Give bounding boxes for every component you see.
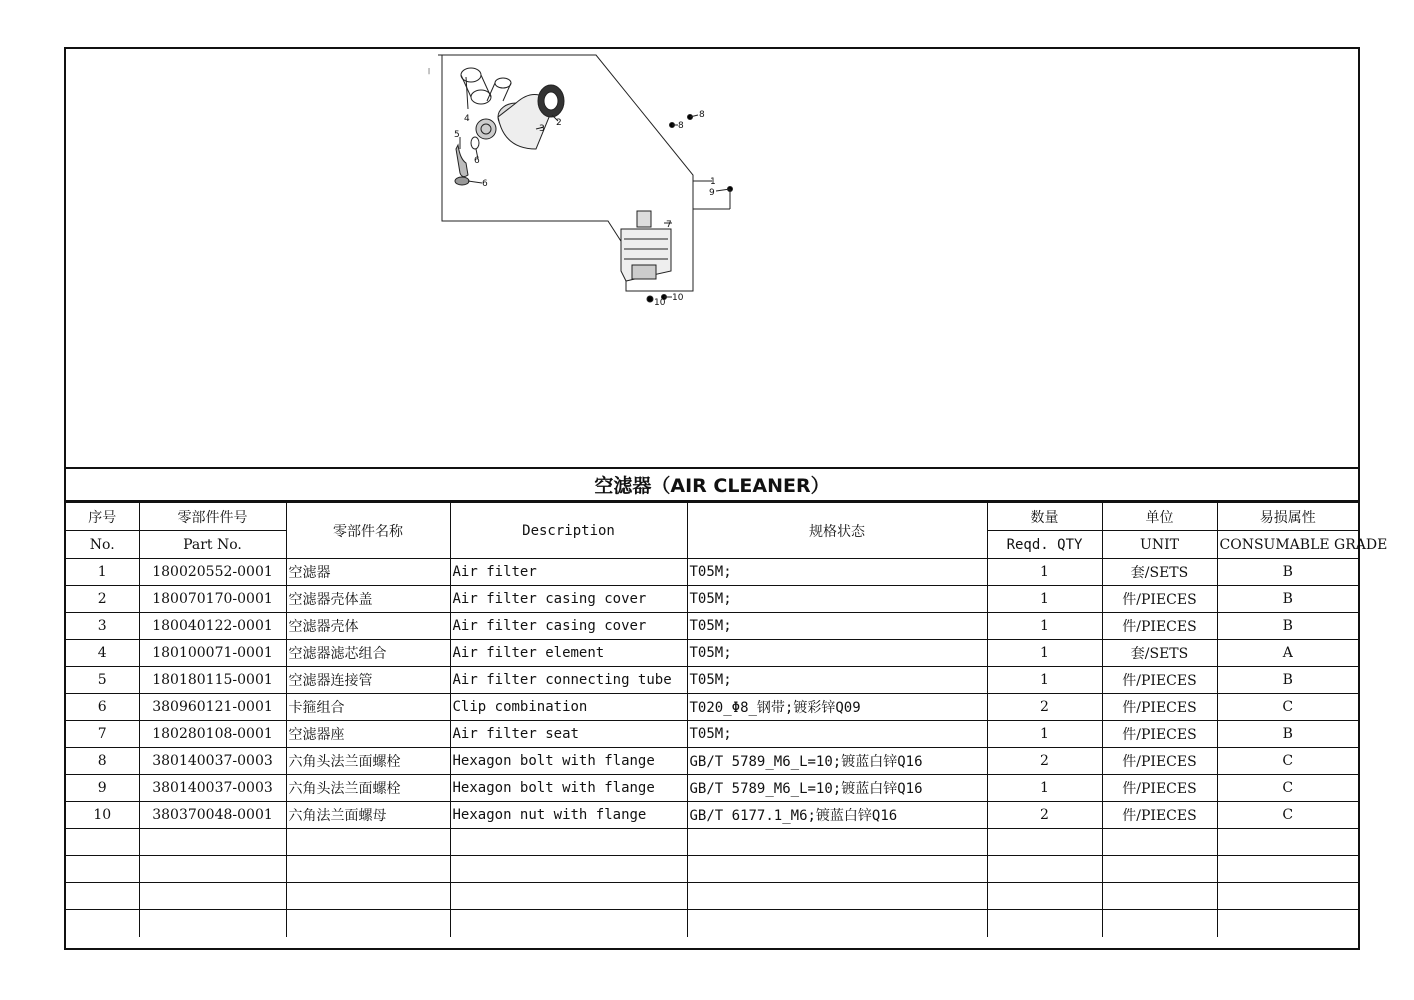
empty-cell (286, 910, 450, 937)
empty-row (66, 829, 1358, 856)
cell-unit: 件/PIECES (1102, 694, 1217, 721)
cell-qty: 2 (987, 694, 1102, 721)
cell-unit: 件/PIECES (1102, 721, 1217, 748)
cell-unit: 套/SETS (1102, 640, 1217, 667)
empty-cell (987, 883, 1102, 910)
cell-unit: 件/PIECES (1102, 613, 1217, 640)
callout-7: 7 (666, 220, 672, 230)
callout-5: 5 (454, 130, 460, 140)
cell-spec: T05M; (687, 613, 987, 640)
filter-element-shape (461, 68, 511, 104)
cell-qty: 1 (987, 721, 1102, 748)
cell-qty: 1 (987, 640, 1102, 667)
cover-shape (538, 85, 564, 117)
empty-cell (987, 910, 1102, 937)
cell-grade: B (1217, 667, 1358, 694)
callout-10b: 10 (654, 298, 666, 308)
parts-body (66, 559, 1358, 937)
header-unit-cn: 单位 (1102, 503, 1217, 531)
cell-qty: 1 (987, 775, 1102, 802)
drawing-frame (64, 47, 1388, 950)
cell-part-no: 180020552-0001 (139, 559, 286, 586)
empty-row (66, 910, 1358, 937)
callout-9: 9 (709, 188, 715, 198)
cell-name-cn: 空滤器 (286, 559, 450, 586)
cell-no: 2 (66, 586, 139, 613)
cell-unit: 件/PIECES (1102, 802, 1217, 829)
cell-description: Air filter seat (450, 721, 687, 748)
callout-3: 3 (539, 124, 545, 134)
empty-row (66, 856, 1358, 883)
empty-cell (286, 883, 450, 910)
empty-cell (450, 856, 687, 883)
empty-cell (286, 829, 450, 856)
cell-grade: C (1217, 802, 1358, 829)
header-unit-en: UNIT (1102, 531, 1217, 559)
header-qty-en: Reqd. QTY (987, 531, 1102, 559)
cell-spec: GB/T 5789_M6_L=10;镀蓝白锌Q16 (687, 748, 987, 775)
cell-grade: C (1217, 748, 1358, 775)
callout-10a: 10 (672, 293, 684, 303)
header-no-en: No. (66, 531, 139, 559)
empty-cell (450, 910, 687, 937)
callout-tick: | (428, 68, 431, 75)
empty-cell (66, 829, 139, 856)
cell-qty: 1 (987, 586, 1102, 613)
cell-name-cn: 空滤器连接管 (286, 667, 450, 694)
cell-grade: C (1217, 775, 1358, 802)
table-row (66, 667, 1358, 694)
cell-part-no: 180100071-0001 (139, 640, 286, 667)
callout-8a: 8 (678, 121, 684, 131)
cell-description: Air filter element (450, 640, 687, 667)
cell-no: 6 (66, 694, 139, 721)
exploded-diagram (66, 49, 1358, 467)
cell-name-cn: 六角头法兰面螺栓 (286, 775, 450, 802)
table-row (66, 640, 1358, 667)
empty-cell (1102, 910, 1217, 937)
empty-cell (687, 910, 987, 937)
header-description: Description (450, 503, 687, 559)
cell-no: 9 (66, 775, 139, 802)
callout-4: 4 (464, 114, 470, 124)
cell-no: 5 (66, 667, 139, 694)
cell-grade: B (1217, 721, 1358, 748)
header-grade-en: CONSUMABLE GRADE (1217, 531, 1358, 559)
cell-description: Hexagon bolt with flange (450, 748, 687, 775)
cell-unit: 套/SETS (1102, 559, 1217, 586)
table-row (66, 586, 1358, 613)
cell-description: Hexagon nut with flange (450, 802, 687, 829)
callout-8b: 8 (699, 110, 705, 120)
empty-cell (1217, 856, 1358, 883)
callout-6b: 6 (482, 179, 488, 189)
empty-cell (1102, 829, 1217, 856)
cell-spec: T05M; (687, 667, 987, 694)
cell-grade: B (1217, 613, 1358, 640)
empty-cell (987, 856, 1102, 883)
empty-cell (139, 856, 286, 883)
cell-spec: T05M; (687, 640, 987, 667)
empty-cell (450, 829, 687, 856)
header-qty-cn: 数量 (987, 503, 1102, 531)
cell-grade: C (1217, 694, 1358, 721)
cell-description: Air filter connecting tube (450, 667, 687, 694)
empty-cell (139, 910, 286, 937)
cell-grade: A (1217, 640, 1358, 667)
cell-name-cn: 卡箍组合 (286, 694, 450, 721)
callout-2: 2 (556, 118, 562, 128)
cell-part-no: 180280108-0001 (139, 721, 286, 748)
cell-unit: 件/PIECES (1102, 775, 1217, 802)
parts-table (66, 502, 1388, 937)
table-row (66, 613, 1358, 640)
empty-cell (450, 883, 687, 910)
table-row (66, 748, 1358, 775)
cell-part-no: 180040122-0001 (139, 613, 286, 640)
header-spec: 规格状态 (687, 503, 987, 559)
cell-description: Air filter casing cover (450, 613, 687, 640)
air-cleaner-exploded-view (66, 49, 1358, 467)
cell-name-cn: 空滤器壳体 (286, 613, 450, 640)
cell-grade: B (1217, 586, 1358, 613)
empty-cell (1102, 856, 1217, 883)
cell-unit: 件/PIECES (1102, 667, 1217, 694)
cell-name-cn: 空滤器座 (286, 721, 450, 748)
empty-cell (66, 856, 139, 883)
cell-qty: 1 (987, 559, 1102, 586)
cell-description: Air filter casing cover (450, 586, 687, 613)
cell-description: Hexagon bolt with flange (450, 775, 687, 802)
cell-description: Clip combination (450, 694, 687, 721)
empty-cell (687, 883, 987, 910)
cell-part-no: 380960121-0001 (139, 694, 286, 721)
empty-cell (66, 910, 139, 937)
empty-cell (1217, 829, 1358, 856)
cell-qty: 2 (987, 802, 1102, 829)
empty-cell (987, 829, 1102, 856)
empty-cell (139, 829, 286, 856)
cell-description: Air filter (450, 559, 687, 586)
cell-part-no: 380370048-0001 (139, 802, 286, 829)
cell-spec: GB/T 6177.1_M6;镀蓝白锌Q16 (687, 802, 987, 829)
header-part-no-en: Part No. (139, 531, 286, 559)
cell-name-cn: 空滤器滤芯组合 (286, 640, 450, 667)
cell-no: 1 (66, 559, 139, 586)
cell-part-no: 180070170-0001 (139, 586, 286, 613)
table-row (66, 802, 1358, 829)
section-title: 空滤器（AIR CLEANER） (66, 467, 1358, 502)
empty-row (66, 883, 1358, 910)
cell-no: 4 (66, 640, 139, 667)
cell-grade: B (1217, 559, 1358, 586)
cell-qty: 2 (987, 748, 1102, 775)
header-no-cn: 序号 (66, 503, 139, 531)
empty-cell (139, 883, 286, 910)
cell-unit: 件/PIECES (1102, 586, 1217, 613)
empty-cell (687, 856, 987, 883)
header-row-cn (66, 503, 1358, 531)
empty-cell (1217, 883, 1358, 910)
cell-spec: GB/T 5789_M6_L=10;镀蓝白锌Q16 (687, 775, 987, 802)
cell-part-no: 180180115-0001 (139, 667, 286, 694)
cell-name-cn: 六角头法兰面螺栓 (286, 748, 450, 775)
cell-part-no: 380140037-0003 (139, 748, 286, 775)
callout-6a: 6 (474, 156, 480, 166)
header-part-no-cn: 零部件件号 (139, 503, 286, 531)
cell-no: 3 (66, 613, 139, 640)
cell-unit: 件/PIECES (1102, 748, 1217, 775)
cell-spec: T05M; (687, 559, 987, 586)
cell-qty: 1 (987, 667, 1102, 694)
table-row (66, 775, 1358, 802)
cell-name-cn: 六角法兰面螺母 (286, 802, 450, 829)
empty-cell (687, 829, 987, 856)
table-row (66, 559, 1358, 586)
cell-qty: 1 (987, 613, 1102, 640)
cell-no: 7 (66, 721, 139, 748)
table-row (66, 694, 1358, 721)
empty-cell (286, 856, 450, 883)
table-row (66, 721, 1358, 748)
cell-name-cn: 空滤器壳体盖 (286, 586, 450, 613)
cell-no: 10 (66, 802, 139, 829)
empty-cell (1102, 883, 1217, 910)
cell-spec: T020_Φ8_钢带;镀彩锌Q09 (687, 694, 987, 721)
header-grade-cn: 易损属性 (1217, 503, 1358, 531)
cell-spec: T05M; (687, 721, 987, 748)
cell-no: 8 (66, 748, 139, 775)
empty-cell (1217, 910, 1358, 937)
cell-spec: T05M; (687, 586, 987, 613)
header-name-cn: 零部件名称 (286, 503, 450, 559)
seat-shape (621, 211, 671, 281)
callout-1: 1 (710, 177, 716, 187)
cell-part-no: 380140037-0003 (139, 775, 286, 802)
empty-cell (66, 883, 139, 910)
